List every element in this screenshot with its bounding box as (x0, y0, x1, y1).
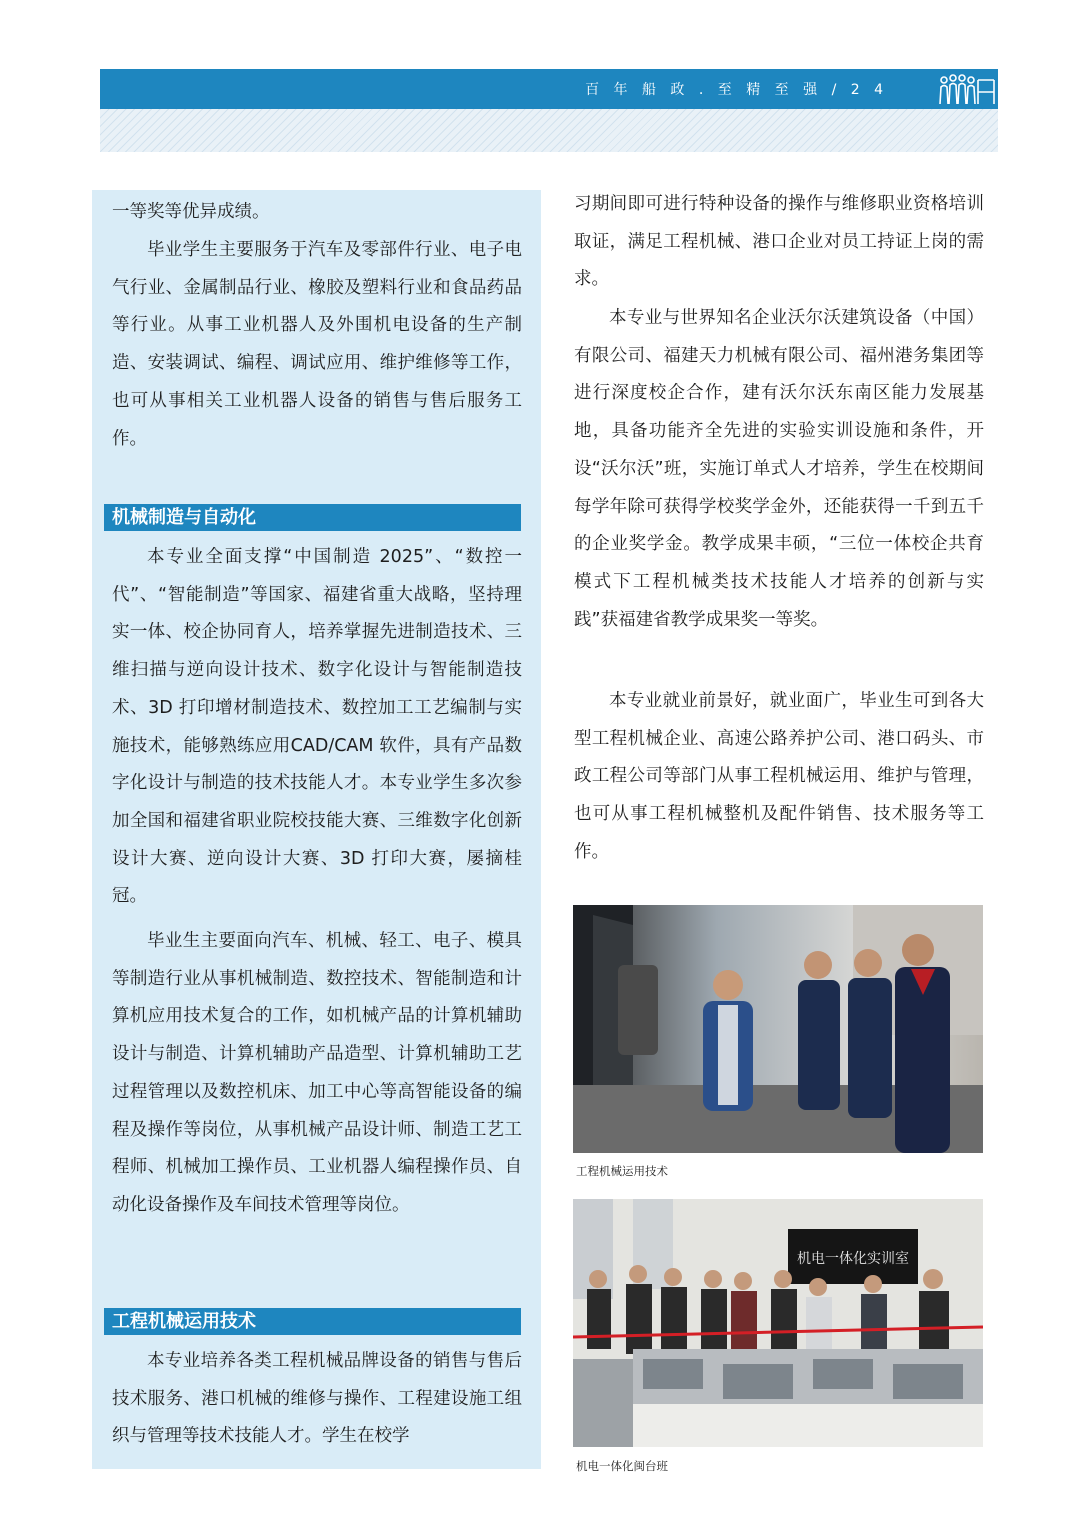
continued-text: 习期间即可进行特种设备的操作与维修职业资格培训取证，满足工程机械、港口企业对员工持证上岗的需求。 (574, 194, 984, 290)
machinery-paragraph-1: 本专业全面支撑“中国制造 2025”、“数控一代”、“智能制造”等国家、福建省重大战略，坚持理实一体、校企协同育人，培养掌握先进制造技术、三维扫描与逆向设计技术、数字化设计与智能制造技术、3D 打印增材制造技术、数控加工工艺编制与实施技术，能够熟练应用CAD/CAM 软件，具有产品数字化设计与制造的技术技能人才。本专业学生多次参加全国和福建省职业院校技能大赛、三维数字化创新设计大赛、逆向设计大赛、3D 打印大赛，屡摘桂冠。 (112, 547, 522, 907)
engineering-paragraph: 本专业培养各类工程机械品牌设备的销售与售后技术服务、港口机械的维修与操作、工程建设施工组织与管理等技术技能人才。学生在校学 (112, 1351, 522, 1447)
photo-mechatronics-class (573, 1199, 983, 1447)
header-title: 百 年 船 政 . 至 精 至 强 / 2 4 (585, 82, 888, 98)
intro-text: 一等奖等优异成绩。 (112, 202, 270, 222)
section-title-machinery: 机械制造与自动化 (104, 504, 521, 531)
people-logo-icon (936, 72, 998, 108)
photo-engineering-machinery (573, 905, 983, 1153)
photo-2-caption: 机电一体化闽台班 (576, 1459, 668, 1473)
machinery-paragraph-2: 毕业生主要面向汽车、机械、轻工、电子、模具等制造行业从事机械制造、数控技术、智能制造和计算机应用技术复合的工作，如机械产品的计算机辅助设计与制造、计算机辅助产品造型、计算机辅助工艺过程管理以及数控机床、加工中心等高智能设备的编程及操作等岗位，从事机械产品设计师、制造工艺工程师、机械加工操作员、工业机器人编程操作员、自动化设备操作及车间技术管理等岗位。 (112, 931, 522, 1215)
section-title-engineering: 工程机械运用技术 (104, 1308, 521, 1335)
header-pattern (100, 109, 998, 152)
employment-paragraph: 毕业学生主要服务于汽车及零部件行业、电子电气行业、金属制品行业、橡胶及塑料行业和食品药品等行业。从事工业机器人及外围机电设备的生产制造、安装调试、编程、调试应用、维护维修等工作，也可从事相关工业机器人设备的销售与售后服务工作。 (112, 240, 522, 449)
prospects-paragraph: 本专业就业前景好，就业面广，毕业生可到各大型工程机械企业、高速公路养护公司、港口码头、市政工程公司等部门从事工程机械运用、维护与管理，也可从事工程机械整机及配件销售、技术服务等工作。 (574, 691, 984, 862)
photo-1-caption: 工程机械运用技术 (576, 1164, 668, 1178)
cooperation-paragraph: 本专业与世界知名企业沃尔沃建筑设备（中国）有限公司、福建天力机械有限公司、福州港务集团等进行深度校企合作，建有沃尔沃东南区能力发展基地，具备功能齐全先进的实验实训设施和条件，开设“沃尔沃”班，实施订单式人才培养，学生在校期间每学年除可获得学校奖学金外，还能获得一千到五千的企业奖学金。教学成果丰硕，“三位一体校企共育模式下工程机械类技术技能人才培养的创新与实践”获福建省教学成果奖一等奖。 (574, 308, 984, 630)
blackboard-text: 机电一体化实训室 (797, 1251, 909, 1267)
